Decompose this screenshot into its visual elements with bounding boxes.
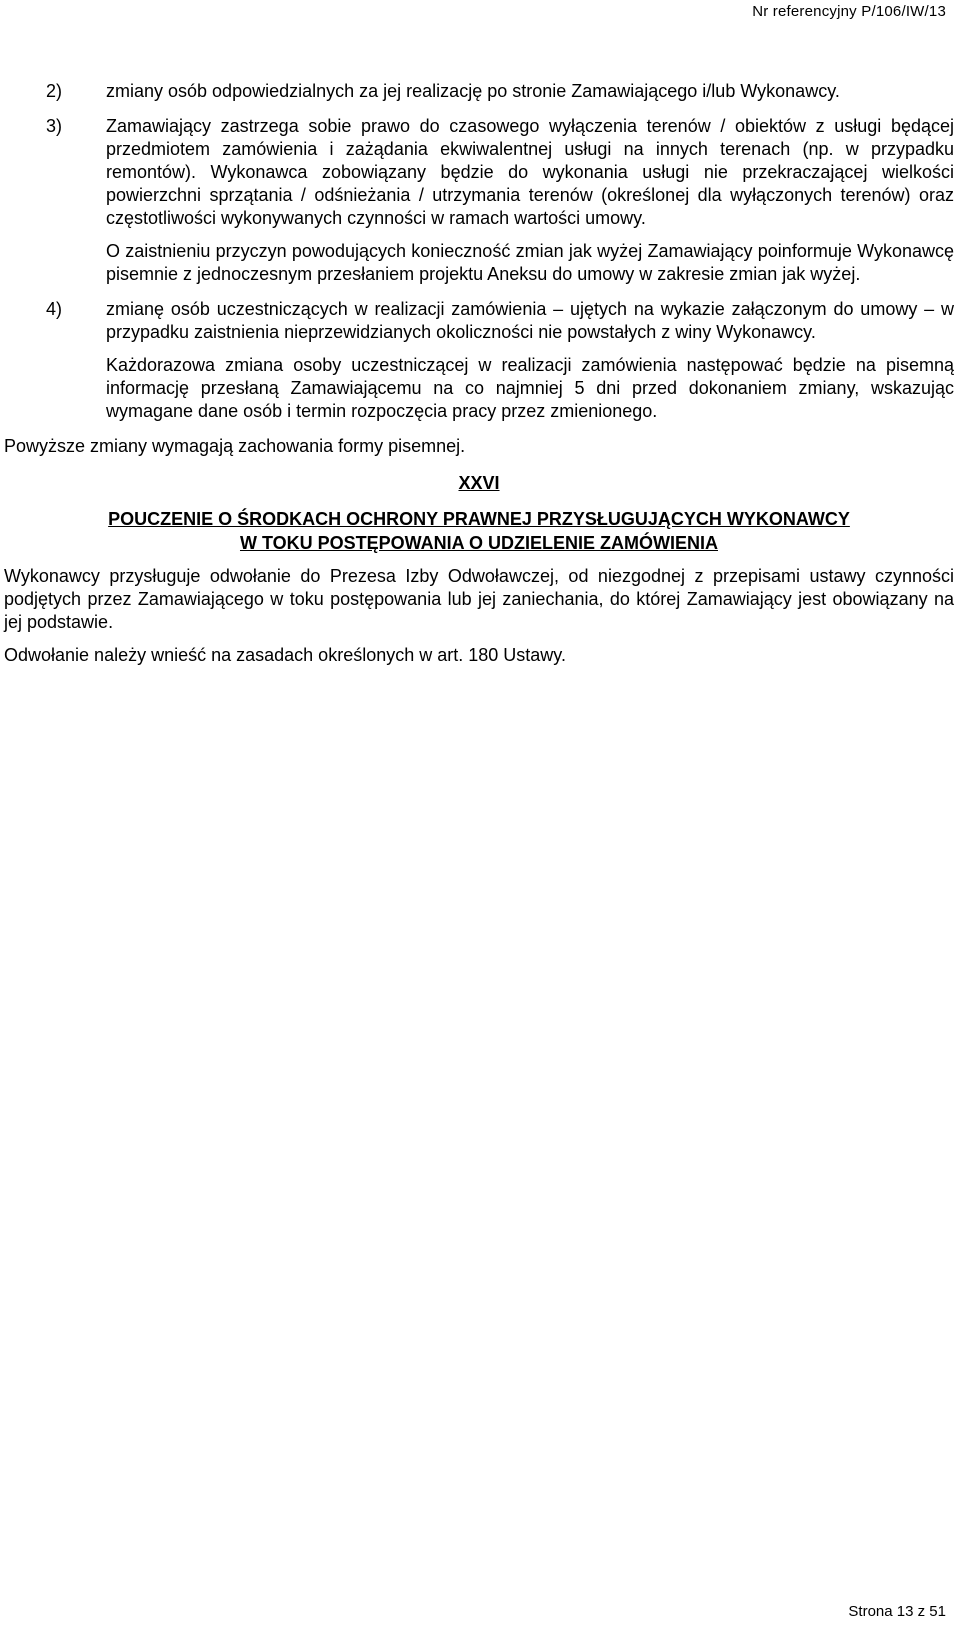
list-item-text: Każdorazowa zmiana osoby uczestniczącej w realizacji zamówienia następować będzie na pisemną informację przesłaną Zamawiającemu na co najmniej 5 dni przed dokonaniem zmiany, wskazując wymagane dane osób i termin rozpoczęcia pracy przez zmienionego.: [106, 355, 954, 421]
document-body: [4, 80, 954, 667]
list-item-text: zmianę osób uczestniczących w realizacji zamówienia – ujętych na wykazie załączonym do umowy – w przypadku zaistnienia nieprzewidzianych okoliczności nie powstałych z winy Wykonawcy.: [106, 299, 954, 342]
list-item-text: zmiany osób odpowiedzialnych za jej realizację po stronie Zamawiającego i/lub Wykonawcy.: [106, 81, 840, 101]
section-title-line: POUCZENIE O ŚRODKACH OCHRONY PRAWNEJ PRZYSŁUGUJĄCYCH WYKONAWCY: [108, 509, 850, 529]
section-paragraph: Odwołanie należy wnieść na zasadach określonych w art. 180 Ustawy.: [4, 645, 566, 665]
section-number: XXVI: [458, 473, 500, 493]
reference-number: Nr referencyjny P/106/IW/13: [752, 3, 946, 20]
section-paragraph: Wykonawcy przysługuje odwołanie do Prezesa Izby Odwoławczej, od niezgodnej z przepisami ustawy czynności podjętych przez Zamawiającego w toku postępowania lub jej zaniechania, do której Zamawiający jest obowiązany na jej podstawie.: [4, 566, 954, 632]
list-item-number: 3): [46, 116, 63, 136]
list-item: [4, 80, 954, 103]
list-item: [4, 298, 954, 423]
page-number: Strona 13 z 51: [848, 1603, 946, 1620]
list-item-text: O zaistnieniu przyczyn powodujących konieczność zmian jak wyżej Zamawiający poinformuje Wykonawcę pisemnie z jednoczesnym przesłaniem projektu Aneksu do umowy w zakresie zmian jak wyżej.: [106, 241, 954, 284]
list-item-number: 4): [46, 299, 63, 319]
list-item-text: Zamawiający zastrzega sobie prawo do czasowego wyłączenia terenów / obiektów z usługi będącej przedmiotem zamówienia i zażądania ekwiwalentnej usługi na innych terenach (np. w przypadku remontów). Wykonawca zobowiązany będzie do wykonania usługi nie przekraczającej wielkości powierzchni sprzątania / odśnieżania / utrzymania terenów (określonej dla wyłączonych terenów) oraz częstotliwości wykonywanych czynności w ramach wartości umowy.: [106, 116, 954, 228]
closing-line: Powyższe zmiany wymagają zachowania formy pisemnej.: [4, 436, 466, 456]
list-item: [4, 115, 954, 286]
list-item-number: 2): [46, 81, 63, 101]
section-title-line: W TOKU POSTĘPOWANIA O UDZIELENIE ZAMÓWIENIA: [239, 533, 718, 553]
section-title: [4, 507, 954, 555]
